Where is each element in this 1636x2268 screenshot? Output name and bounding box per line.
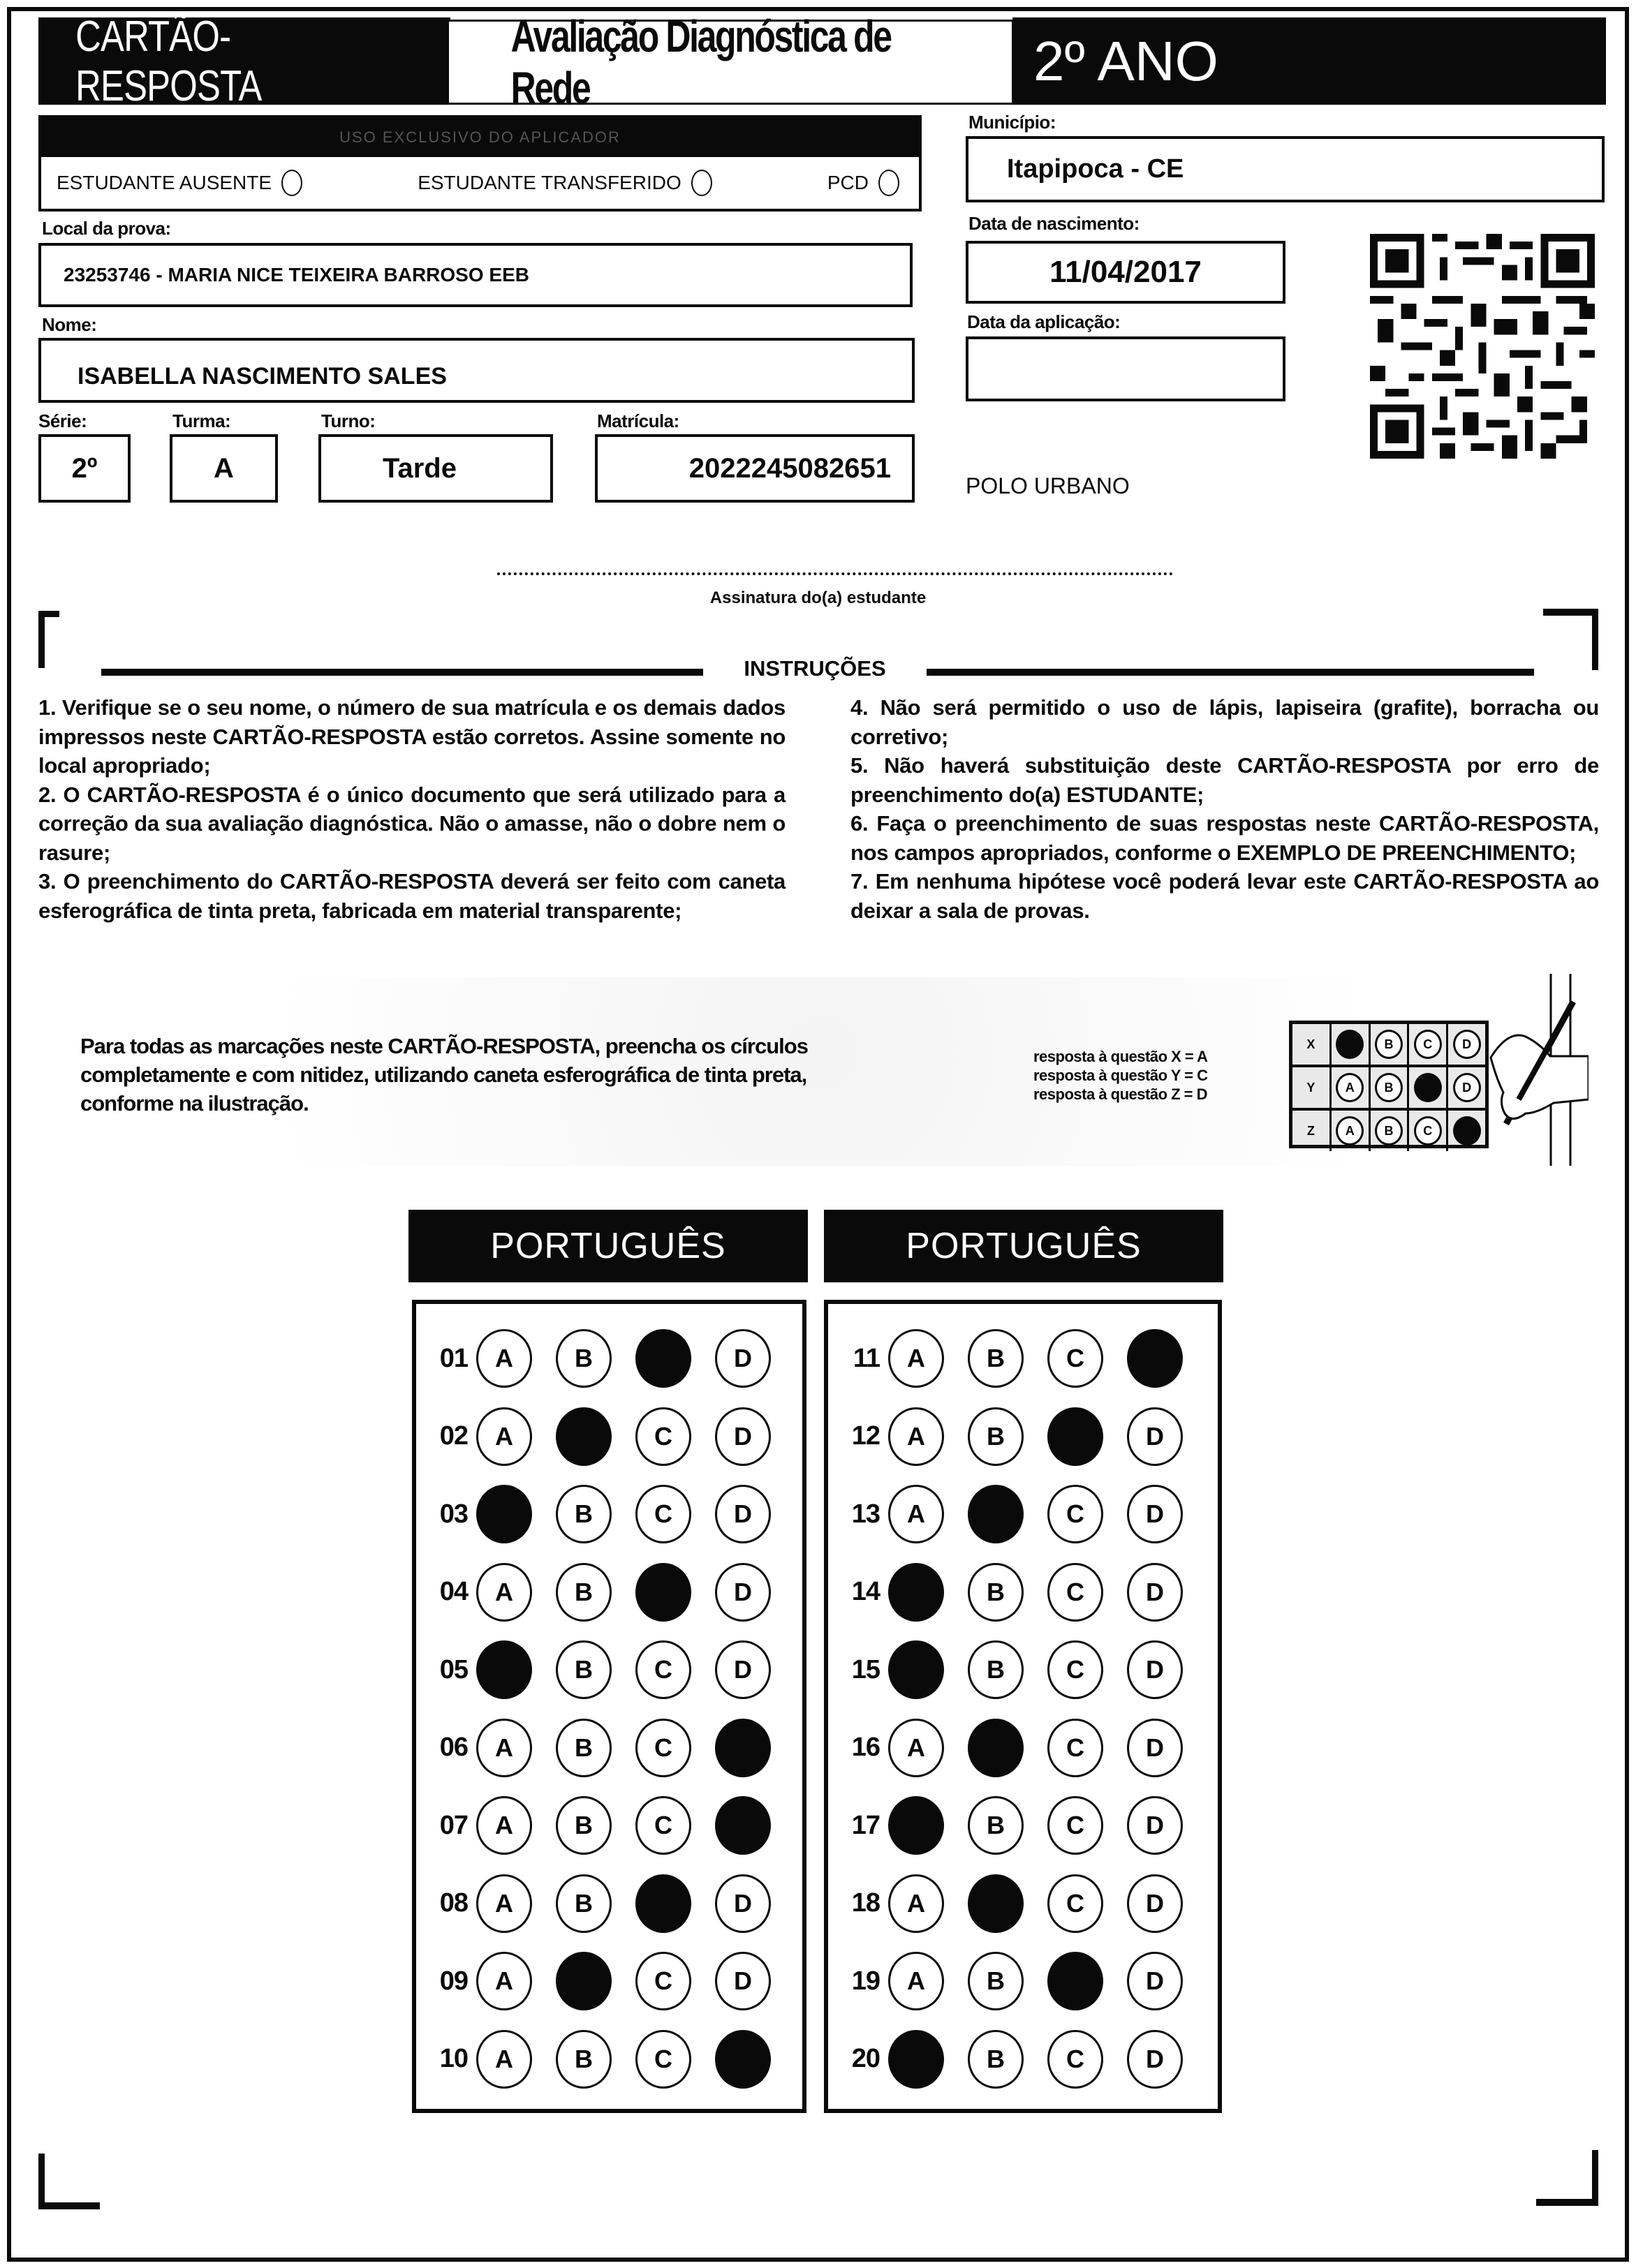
divider bbox=[927, 669, 1534, 676]
bubble-a[interactable]: A bbox=[888, 1329, 944, 1388]
radio-circle-icon[interactable] bbox=[691, 170, 712, 196]
instructions-left bbox=[38, 693, 786, 925]
bubble-a[interactable]: A bbox=[888, 1952, 944, 2010]
question-row bbox=[416, 1561, 802, 1624]
bubble-a[interactable]: A bbox=[476, 1952, 532, 2010]
filled-bubble-a[interactable] bbox=[888, 2030, 944, 2089]
bubble-b[interactable]: B bbox=[556, 2030, 612, 2089]
bubble-c[interactable]: C bbox=[1047, 1640, 1103, 1699]
bubble-c[interactable]: C bbox=[635, 1719, 691, 1777]
bubble-icon: A bbox=[1336, 1116, 1364, 1146]
filled-bubble-a[interactable] bbox=[888, 1563, 944, 1622]
data-nascimento-value: 11/04/2017 bbox=[1049, 255, 1202, 289]
filled-bubble-b[interactable] bbox=[968, 1874, 1024, 1933]
bubble-d[interactable]: D bbox=[1127, 1485, 1183, 1543]
filled-bubble-a[interactable] bbox=[476, 1485, 532, 1543]
question-number: 04 bbox=[439, 1577, 468, 1606]
turno-label: Turno: bbox=[321, 410, 376, 431]
nome-label: Nome: bbox=[42, 314, 97, 335]
filled-bubble-b[interactable] bbox=[968, 1485, 1024, 1543]
bubble-b[interactable]: B bbox=[968, 1640, 1024, 1699]
filled-bubble-a[interactable] bbox=[888, 1796, 944, 1855]
example-legend-item: resposta à questão Z = D bbox=[1033, 1085, 1208, 1103]
aplicador-bar bbox=[41, 118, 919, 157]
example-row-y bbox=[1292, 1067, 1485, 1111]
bubble-c[interactable]: C bbox=[1047, 2030, 1103, 2089]
data-nascimento-label: Data de nascimento: bbox=[968, 213, 1140, 234]
bubble-icon: C bbox=[1414, 1116, 1442, 1146]
turma-field bbox=[170, 434, 278, 503]
question-row bbox=[828, 1405, 1218, 1468]
bubble-d[interactable]: D bbox=[715, 1874, 771, 1933]
matricula-field bbox=[595, 434, 915, 503]
question-number: 05 bbox=[439, 1654, 468, 1684]
municipio-value: Itapipoca - CE bbox=[1007, 154, 1184, 184]
bubble-icon: B bbox=[1375, 1073, 1403, 1102]
question-number: 17 bbox=[851, 1810, 880, 1840]
bubble-d[interactable]: D bbox=[1127, 1407, 1183, 1466]
corner-mark-top-right bbox=[1543, 609, 1598, 616]
bubble-b[interactable]: B bbox=[968, 1329, 1024, 1388]
filled-bubble-c[interactable] bbox=[635, 1563, 691, 1622]
signature-label: Assinatura do(a) estudante bbox=[709, 588, 927, 607]
bubble-a[interactable]: A bbox=[888, 1874, 944, 1933]
bubble-icon: B bbox=[1375, 1030, 1403, 1059]
bubble-c[interactable]: C bbox=[635, 1952, 691, 2010]
filled-bubble-a[interactable] bbox=[476, 1640, 532, 1699]
instructions-right bbox=[850, 693, 1599, 925]
example-row-z bbox=[1292, 1111, 1485, 1151]
section-header-portugues-2 bbox=[824, 1210, 1223, 1282]
question-row bbox=[828, 1638, 1218, 1701]
filled-bubble-d[interactable] bbox=[715, 1796, 771, 1855]
bubble-a[interactable]: A bbox=[476, 1796, 532, 1855]
aplicador-box bbox=[38, 115, 922, 212]
example-legend bbox=[1033, 1047, 1207, 1104]
bubble-b[interactable]: B bbox=[556, 1796, 612, 1855]
question-number: 20 bbox=[851, 2044, 880, 2073]
assessment-title-text: Avaliação Diagnóstica de Rede bbox=[510, 11, 891, 113]
card-title bbox=[38, 12, 450, 110]
bubble-c[interactable]: C bbox=[1047, 1796, 1103, 1855]
example-legend-item: resposta à questão X = A bbox=[1033, 1048, 1208, 1065]
bubble-a[interactable]: A bbox=[476, 1874, 532, 1933]
bubble-c[interactable]: C bbox=[1047, 1563, 1103, 1622]
assessment-title bbox=[447, 11, 1014, 113]
example-q-label: Z bbox=[1292, 1111, 1332, 1151]
nome-field bbox=[38, 338, 915, 403]
section-title: PORTUGUÊS bbox=[906, 1226, 1142, 1266]
bubble-icon: B bbox=[1375, 1116, 1403, 1146]
bubble-b[interactable]: B bbox=[968, 2030, 1024, 2089]
example-legend-item: resposta à questão Y = C bbox=[1033, 1067, 1208, 1084]
local-prova-label: Local da prova: bbox=[42, 218, 171, 239]
question-number: 08 bbox=[439, 1888, 468, 1918]
corner-mark-bottom-right bbox=[1592, 2150, 1598, 2206]
nome-value: ISABELLA NASCIMENTO SALES bbox=[78, 363, 447, 390]
bubble-a[interactable]: A bbox=[476, 1563, 532, 1622]
filled-bubble-c[interactable] bbox=[635, 1329, 691, 1388]
filled-bubble-icon bbox=[1414, 1073, 1442, 1102]
bubble-b[interactable]: B bbox=[968, 1952, 1024, 2010]
bubble-b[interactable]: B bbox=[556, 1485, 612, 1543]
municipio-label: Município: bbox=[968, 112, 1056, 133]
bubble-d[interactable]: D bbox=[1127, 1796, 1183, 1855]
bubble-d[interactable]: D bbox=[715, 1640, 771, 1699]
corner-mark-bottom-left bbox=[38, 2154, 45, 2209]
filled-bubble-d[interactable] bbox=[1127, 1329, 1183, 1388]
question-row bbox=[828, 1327, 1218, 1390]
bubble-d[interactable]: D bbox=[1127, 1874, 1183, 1933]
question-number: 16 bbox=[851, 1733, 880, 1762]
question-row bbox=[828, 2028, 1218, 2091]
bubble-d[interactable]: D bbox=[715, 1952, 771, 2010]
option-label: PCD bbox=[827, 172, 869, 193]
radio-circle-icon[interactable] bbox=[878, 170, 899, 196]
filled-bubble-c[interactable] bbox=[635, 1874, 691, 1933]
polo-label: POLO URBANO bbox=[966, 473, 1130, 498]
corner-mark-top-left bbox=[38, 611, 59, 617]
bubble-b[interactable]: B bbox=[556, 1640, 612, 1699]
question-number: 11 bbox=[853, 1343, 880, 1373]
bubble-d[interactable]: D bbox=[1127, 1952, 1183, 2010]
question-number: 19 bbox=[851, 1966, 880, 1996]
option-label: ESTUDANTE TRANSFERIDO bbox=[418, 172, 681, 193]
question-number: 10 bbox=[439, 2044, 468, 2073]
instruction-item: 5. Não haverá substituição deste CARTÃO-RESPOSTA por erro de preenchimento do(a) ESTUDANTE; bbox=[850, 753, 1599, 807]
answer-grid-1 bbox=[412, 1300, 806, 2113]
bubble-icon: D bbox=[1453, 1030, 1481, 1059]
question-row bbox=[828, 1717, 1218, 1779]
example-row-x bbox=[1292, 1024, 1485, 1067]
option-estudante-ausente[interactable] bbox=[57, 170, 302, 196]
corner-mark-bottom-right bbox=[1536, 2199, 1598, 2206]
bubble-d[interactable]: D bbox=[715, 1329, 771, 1388]
option-pcd[interactable] bbox=[827, 170, 899, 196]
instructions-title: INSTRUÇÕES bbox=[744, 656, 886, 681]
bubble-d[interactable]: D bbox=[1127, 1563, 1183, 1622]
question-row bbox=[416, 1638, 802, 1701]
question-row bbox=[416, 1872, 802, 1935]
corner-mark-bottom-left bbox=[38, 2202, 100, 2209]
bubble-a[interactable]: A bbox=[888, 1485, 944, 1543]
question-row bbox=[828, 1561, 1218, 1624]
answer-grid-2 bbox=[824, 1300, 1222, 2113]
radio-circle-icon[interactable] bbox=[281, 170, 302, 196]
instruction-item: 3. O preenchimento do CARTÃO-RESPOSTA deverá ser feito com caneta esferográfica de tinta preta, fabricada em material transparente; bbox=[38, 869, 786, 923]
example-q-label: X bbox=[1292, 1024, 1332, 1065]
bubble-a[interactable]: A bbox=[476, 1407, 532, 1466]
hand-pen-icon bbox=[1484, 974, 1589, 1166]
question-number: 09 bbox=[439, 1966, 468, 1996]
instruction-item: 4. Não será permitido o uso de lápis, lapiseira (grafite), borracha ou corretivo; bbox=[850, 695, 1599, 749]
bubble-c[interactable]: C bbox=[635, 2030, 691, 2089]
instruction-item: 6. Faça o preenchimento de suas respostas neste CARTÃO-RESPOSTA, nos campos apropriados, conforme o EXEMPLO DE PREENCHIMENTO; bbox=[850, 811, 1599, 865]
filled-bubble-d[interactable] bbox=[715, 1719, 771, 1777]
bubble-d[interactable]: D bbox=[1127, 1640, 1183, 1699]
question-row bbox=[416, 1794, 802, 1857]
filled-bubble-a[interactable] bbox=[888, 1640, 944, 1699]
bubble-b[interactable]: B bbox=[556, 1563, 612, 1622]
question-number: 15 bbox=[851, 1654, 880, 1684]
instructions-header bbox=[0, 656, 1636, 687]
instruction-item: 7. Em nenhuma hipótese você poderá levar este CARTÃO-RESPOSTA ao deixar a sala de provas. bbox=[850, 869, 1599, 923]
question-row bbox=[828, 1483, 1218, 1546]
question-number: 03 bbox=[439, 1499, 468, 1529]
question-number: 02 bbox=[439, 1421, 468, 1451]
turma-value: A bbox=[214, 452, 234, 484]
bubble-b[interactable]: B bbox=[556, 1329, 612, 1388]
qr-code-icon bbox=[1370, 234, 1595, 459]
bubble-icon: C bbox=[1414, 1030, 1442, 1059]
bubble-c[interactable]: C bbox=[1047, 1485, 1103, 1543]
filled-bubble-c[interactable] bbox=[1047, 1407, 1103, 1466]
example-q-label: Y bbox=[1292, 1067, 1332, 1108]
card-title-text: CARTÃO-RESPOSTA bbox=[75, 12, 262, 110]
data-nascimento-field bbox=[966, 241, 1285, 304]
aplicador-options bbox=[41, 157, 919, 209]
instruction-item: 2. O CARTÃO-RESPOSTA é o único documento que será utilizado para a correção da sua avaliação diagnóstica. Não o amasse, não o dobre nem o rasure; bbox=[38, 782, 786, 865]
question-row bbox=[828, 1794, 1218, 1857]
question-row bbox=[416, 1483, 802, 1546]
data-aplicacao-label: Data da aplicação: bbox=[967, 311, 1121, 332]
local-prova-value: 23253746 - MARIA NICE TEIXEIRA BARROSO EEB bbox=[64, 264, 529, 286]
bubble-c[interactable]: C bbox=[1047, 1329, 1103, 1388]
grade-title bbox=[1012, 17, 1606, 105]
example-grid bbox=[1289, 1021, 1489, 1148]
serie-field bbox=[38, 434, 131, 503]
signature-line[interactable] bbox=[497, 572, 1173, 575]
question-row bbox=[828, 1950, 1218, 2013]
filled-bubble-icon bbox=[1453, 1116, 1481, 1146]
bubble-c[interactable]: C bbox=[1047, 1874, 1103, 1933]
aplicador-bar-label: USO EXCLUSIVO DO APLICADOR bbox=[339, 128, 621, 146]
bubble-b[interactable]: B bbox=[968, 1407, 1024, 1466]
turno-value: Tarde bbox=[383, 452, 457, 484]
divider bbox=[101, 669, 703, 676]
matricula-value: 2022245082651 bbox=[688, 452, 891, 484]
bubble-c[interactable]: C bbox=[635, 1640, 691, 1699]
filled-bubble-b[interactable] bbox=[968, 1719, 1024, 1777]
section-header-portugues-1 bbox=[408, 1210, 808, 1282]
question-number: 01 bbox=[439, 1343, 468, 1373]
bubble-b[interactable]: B bbox=[968, 1796, 1024, 1855]
filled-bubble-b[interactable] bbox=[556, 1407, 612, 1466]
question-number: 07 bbox=[439, 1810, 468, 1840]
question-row bbox=[828, 1872, 1218, 1935]
bubble-b[interactable]: B bbox=[556, 1874, 612, 1933]
serie-label: Série: bbox=[38, 410, 87, 431]
question-row bbox=[416, 1327, 802, 1390]
local-prova-field bbox=[38, 243, 913, 307]
bubble-a[interactable]: A bbox=[476, 1719, 532, 1777]
question-number: 14 bbox=[851, 1577, 880, 1606]
bubble-a[interactable]: A bbox=[476, 2030, 532, 2089]
example-text: Para todas as marcações neste CARTÃO-RESPOSTA, preencha os círculos completamente e com nitidez, utilizando caneta esferográfica de tinta preta, conforme na ilustração. bbox=[80, 1034, 808, 1116]
bubble-d[interactable]: D bbox=[715, 1563, 771, 1622]
bubble-c[interactable]: C bbox=[1047, 1719, 1103, 1777]
instruction-item: 1. Verifique se o seu nome, o número de sua matrícula e os demais dados impressos neste CARTÃO-RESPOSTA estão corretos. Assine somente no local apropriado; bbox=[38, 695, 786, 778]
bubble-a[interactable]: A bbox=[476, 1329, 532, 1388]
bubble-c[interactable]: C bbox=[635, 1407, 691, 1466]
bubble-a[interactable]: A bbox=[888, 1719, 944, 1777]
section-title: PORTUGUÊS bbox=[490, 1226, 726, 1266]
filled-bubble-d[interactable] bbox=[715, 2030, 771, 2089]
question-number: 18 bbox=[851, 1888, 880, 1918]
bubble-c[interactable]: C bbox=[635, 1485, 691, 1543]
filled-bubble-b[interactable] bbox=[556, 1952, 612, 2010]
bubble-b[interactable]: B bbox=[968, 1563, 1024, 1622]
bubble-icon: A bbox=[1336, 1073, 1364, 1102]
question-row bbox=[416, 2028, 802, 2091]
question-row bbox=[416, 1950, 802, 2013]
data-aplicacao-field[interactable] bbox=[966, 336, 1285, 401]
bubble-d[interactable]: D bbox=[715, 1407, 771, 1466]
question-row bbox=[416, 1717, 802, 1779]
turno-field bbox=[318, 434, 553, 503]
bubble-icon: D bbox=[1453, 1073, 1481, 1102]
option-estudante-transferido[interactable] bbox=[418, 170, 712, 196]
municipio-field bbox=[966, 136, 1605, 202]
matricula-label: Matrícula: bbox=[597, 410, 679, 431]
question-number: 06 bbox=[439, 1733, 468, 1762]
bubble-a[interactable]: A bbox=[888, 1407, 944, 1466]
filled-bubble-c[interactable] bbox=[1047, 1952, 1103, 2010]
bubble-b[interactable]: B bbox=[556, 1719, 612, 1777]
question-number: 12 bbox=[851, 1421, 880, 1451]
bubble-d[interactable]: D bbox=[1127, 2030, 1183, 2089]
option-label: ESTUDANTE AUSENTE bbox=[57, 172, 272, 193]
question-row bbox=[416, 1405, 802, 1468]
turma-label: Turma: bbox=[172, 410, 231, 431]
filled-bubble-icon bbox=[1336, 1030, 1364, 1059]
bubble-c[interactable]: C bbox=[635, 1796, 691, 1855]
grade-title-text: 2º ANO bbox=[1033, 29, 1218, 92]
bubble-d[interactable]: D bbox=[1127, 1719, 1183, 1777]
bubble-d[interactable]: D bbox=[715, 1485, 771, 1543]
question-number: 13 bbox=[851, 1499, 880, 1529]
serie-value: 2º bbox=[71, 452, 98, 484]
